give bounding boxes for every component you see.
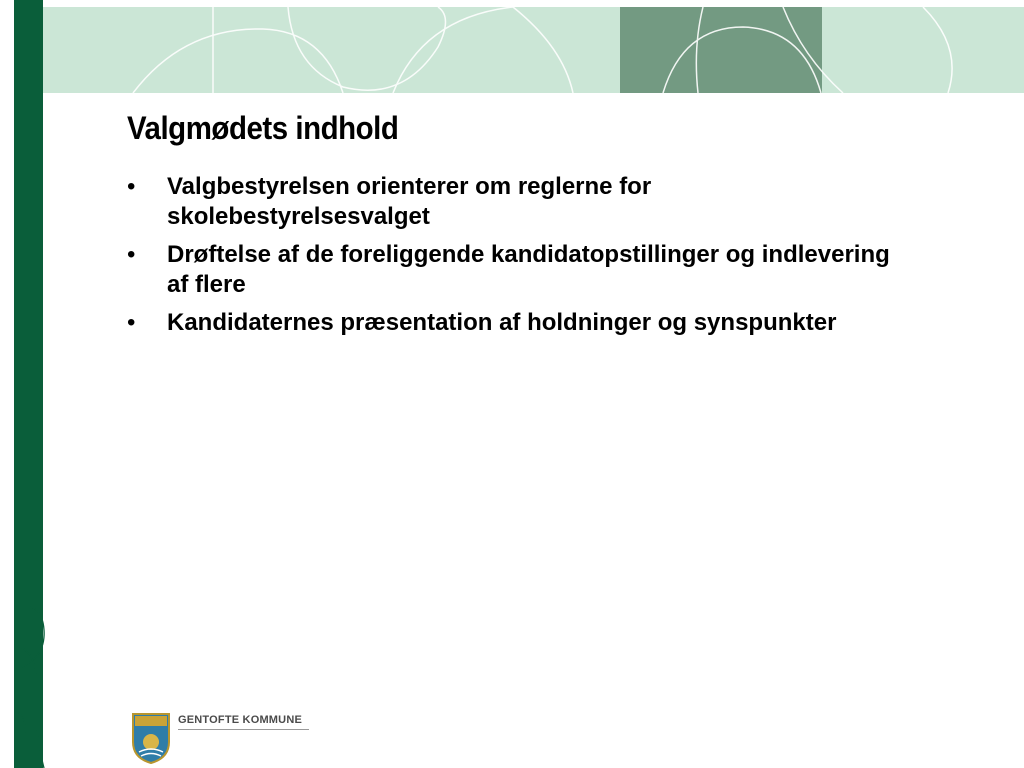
bullet-marker: • [127, 309, 136, 336]
bullet-list [127, 172, 917, 346]
municipality-crest-icon [131, 712, 171, 764]
municipality-name: GENTOFTE KOMMUNE [178, 714, 302, 726]
bullet-item [127, 240, 917, 300]
bullet-item [127, 172, 917, 232]
bullet-text: Kandidaternes præsentation af holdninger og synspunkter [167, 309, 837, 336]
bullet-marker: • [127, 241, 136, 268]
bullet-text: Drøftelse af de foreliggende kandidatopstillinger og indlevering af flere [167, 241, 890, 298]
header-decorative-arcs [43, 7, 1024, 93]
slide-title: Valgmødets indhold [127, 110, 399, 146]
bullet-text: Valgbestyrelsen orienterer om reglerne for skolebestyrelsesvalget [167, 173, 652, 230]
bullet-marker: • [127, 173, 136, 200]
sidebar-decorative-arcs [14, 590, 54, 768]
bullet-item [127, 308, 917, 338]
logo-underline [178, 729, 309, 730]
header-band [43, 7, 1024, 93]
